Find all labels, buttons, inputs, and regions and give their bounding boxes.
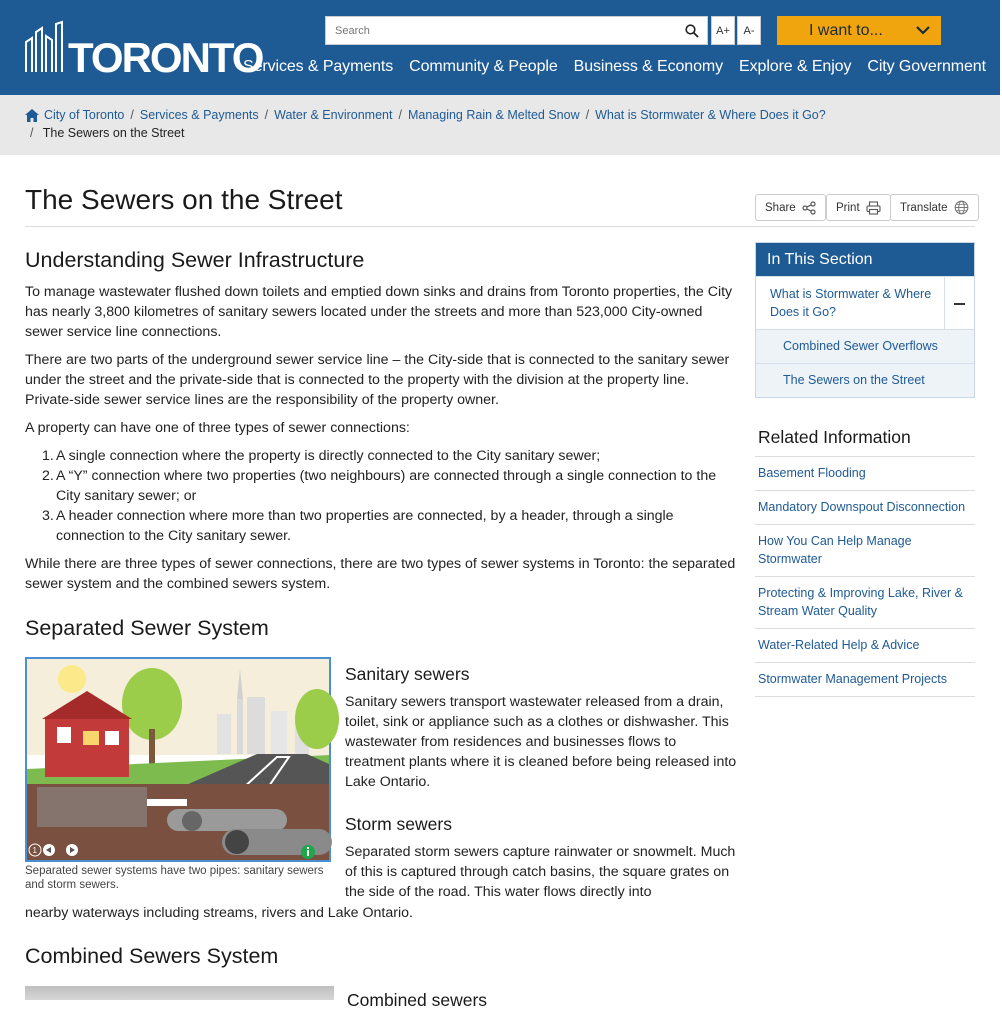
breadcrumb-separator: / bbox=[264, 108, 269, 122]
breadcrumb-separator: / bbox=[585, 108, 590, 122]
breadcrumb-separator: / bbox=[130, 108, 134, 122]
print-label: Print bbox=[836, 201, 860, 214]
breadcrumb-separator: / bbox=[30, 126, 34, 140]
section-item-what-is-stormwater[interactable] bbox=[756, 276, 974, 329]
search-icon bbox=[685, 24, 699, 38]
home-icon bbox=[25, 109, 39, 122]
nav-community-people[interactable]: Community & People bbox=[409, 58, 558, 75]
font-increase-button[interactable]: A+ bbox=[711, 16, 735, 45]
separated-sewer-illustration[interactable] bbox=[25, 657, 331, 862]
title-divider bbox=[25, 226, 975, 227]
toronto-logo[interactable] bbox=[24, 20, 263, 81]
related-link-basement-flooding[interactable]: Basement Flooding bbox=[755, 457, 975, 491]
breadcrumb-separator: / bbox=[398, 108, 402, 122]
printer-icon bbox=[866, 201, 881, 215]
related-link-water-quality[interactable]: Protecting & Improving Lake, River & Stream Water Quality bbox=[755, 577, 975, 629]
breadcrumb-water-environment[interactable]: Water & Environment bbox=[274, 108, 393, 122]
page-title: The Sewers on the Street bbox=[25, 184, 343, 215]
paragraph-intro: To manage wastewater flushed down toilets and emptied down sinks and drains from Toronto properties, the City has nearly 3,800 kilometres of sanitary sewers located under the streets and more than 523,000 City-owned sewer service line connections. bbox=[25, 284, 733, 340]
list-item: 1. A single connection where the property is directly connected to the City sanitary sewer; bbox=[42, 448, 601, 464]
breadcrumb-what-is-stormwater[interactable]: What is Stormwater & Where Does it Go? bbox=[595, 108, 826, 122]
search-button[interactable] bbox=[677, 17, 707, 44]
paragraph-connection-types-intro: A property can have one of three types of sewer connections: bbox=[25, 420, 410, 436]
nav-services-payments[interactable]: Services & Payments bbox=[243, 58, 394, 75]
main-nav bbox=[243, 58, 1002, 76]
nav-city-government[interactable]: City Government bbox=[867, 58, 986, 75]
list-item: 3. A header connection where more than two properties are connected, by a header, through a single connection to the City sanitary sewer. bbox=[42, 508, 674, 544]
minus-icon bbox=[954, 303, 965, 305]
paragraph-storm-sewers: Separated storm sewers capture rainwater or snowmelt. Much of this is captured through catch basins, the square grates on the side of the road. This water flows directly into bbox=[345, 844, 736, 900]
share-button[interactable] bbox=[755, 194, 826, 221]
font-decrease-button[interactable]: A- bbox=[737, 16, 761, 45]
svg-text:1: 1 bbox=[32, 846, 37, 855]
heading-combined-sewers-system: Combined Sewers System bbox=[25, 944, 279, 968]
related-link-downspout-disconnection[interactable]: Mandatory Downspout Disconnection bbox=[755, 491, 975, 525]
related-link-water-help[interactable]: Water-Related Help & Advice bbox=[755, 629, 975, 663]
related-information-list bbox=[755, 456, 975, 697]
combined-sewer-illustration[interactable] bbox=[25, 986, 334, 1000]
globe-icon bbox=[954, 200, 969, 215]
i-want-to-dropdown[interactable] bbox=[777, 16, 941, 45]
nav-explore-enjoy[interactable]: Explore & Enjoy bbox=[739, 58, 852, 75]
breadcrumb-services-payments[interactable]: Services & Payments bbox=[139, 108, 259, 122]
breadcrumb-city-of-toronto[interactable]: City of Toronto bbox=[44, 108, 125, 122]
search-input[interactable] bbox=[326, 17, 676, 44]
logo-wordmark: TORONTO bbox=[68, 34, 263, 81]
site-header bbox=[0, 0, 1000, 95]
nav-business-economy[interactable]: Business & Economy bbox=[573, 58, 724, 75]
section-item-sewers-on-the-street[interactable]: The Sewers on the Street bbox=[756, 363, 974, 397]
heading-combined-sewers: Combined sewers bbox=[347, 990, 488, 1010]
paragraph-sewer-systems: While there are three types of sewer connections, there are two types of sewer systems in Toronto: the separated sewer system and the combined sewers system. bbox=[25, 556, 736, 592]
connection-types-list bbox=[25, 446, 737, 546]
section-item-combined-sewer-overflows[interactable]: Combined Sewer Overflows bbox=[756, 329, 974, 363]
related-link-stormwater-projects[interactable]: Stormwater Management Projects bbox=[755, 663, 975, 697]
i-want-to-label: I want to... bbox=[809, 21, 883, 39]
paragraph-service-line: There are two parts of the underground sewer service line – the City-side that is connected to the sanitary sewer under the street and the private-side that is connected to the property with the division at the property line. Private-side sewer service lines are the responsibility of the property owner. bbox=[25, 352, 730, 408]
paragraph-sanitary-sewers: Sanitary sewers transport wastewater released from a drain, toilet, sink or appliance such as a clothes or dishwasher. This wastewater from residences and businesses flows to treatment plants where it is cleaned before being released into Lake Ontario. bbox=[345, 694, 737, 790]
section-item-label: What is Stormwater & Where Does it Go? bbox=[770, 287, 932, 319]
in-this-section-panel bbox=[755, 242, 975, 398]
paragraph-storm-sewers-continued: nearby waterways including streams, rivers and Lake Ontario. bbox=[25, 905, 413, 921]
translate-button[interactable] bbox=[890, 194, 979, 221]
search-box bbox=[325, 16, 708, 45]
translate-label: Translate bbox=[900, 201, 948, 214]
figure-caption: Separated sewer systems have two pipes: sanitary sewers and storm sewers. bbox=[25, 865, 324, 891]
breadcrumb-managing-rain[interactable]: Managing Rain & Melted Snow bbox=[407, 108, 580, 122]
heading-understanding-sewer-infrastructure: Understanding Sewer Infrastructure bbox=[25, 248, 365, 272]
list-item: 2. A “Y” connection where two properties (two neighbours) are connected through a single connection to the City sanitary sewer; or bbox=[42, 468, 717, 504]
share-label: Share bbox=[765, 201, 796, 214]
breadcrumb-current: The Sewers on the Street bbox=[42, 126, 185, 140]
breadcrumb bbox=[0, 95, 1000, 155]
related-information-heading: Related Information bbox=[758, 427, 911, 447]
chevron-down-icon bbox=[915, 23, 931, 37]
print-button[interactable] bbox=[826, 194, 891, 221]
heading-separated-sewer-system: Separated Sewer System bbox=[25, 616, 269, 640]
heading-storm-sewers: Storm sewers bbox=[345, 814, 452, 834]
in-this-section-heading: In This Section bbox=[756, 243, 974, 276]
heading-sanitary-sewers: Sanitary sewers bbox=[345, 664, 470, 684]
related-link-manage-stormwater[interactable]: How You Can Help Manage Stormwater bbox=[755, 525, 975, 577]
collapse-button[interactable] bbox=[944, 277, 974, 330]
share-icon bbox=[802, 201, 816, 215]
